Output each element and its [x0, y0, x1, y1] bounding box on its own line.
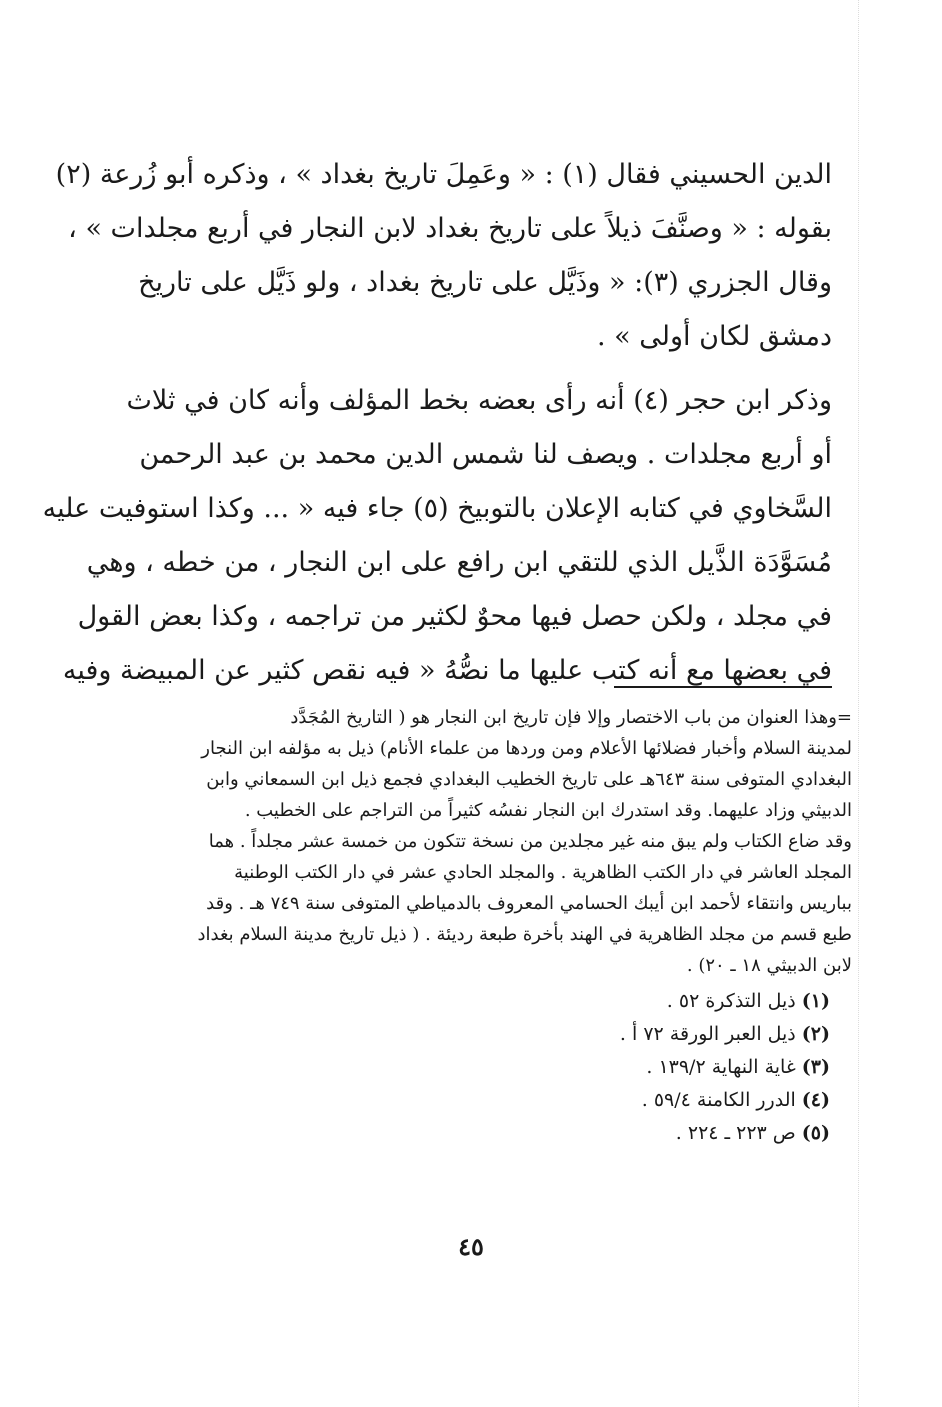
footnote-text: غاية النهاية ١٣٩/٢ . — [646, 1056, 796, 1078]
footnote-2 — [97, 1018, 830, 1051]
footnote-4 — [97, 1084, 830, 1117]
footnote-line: لابن الدبيثي ١٨ ـ ٢٠) . — [686, 955, 852, 976]
footnote-text: ذيل العبر الورقة ٧٢ أ . — [619, 1023, 796, 1045]
text-line: دمشق لكان أولى » . — [597, 321, 832, 352]
footnote-number: (٤) — [801, 1089, 830, 1111]
footnote-line: بباريس وانتقاء لأحمد ابن أيبك الحسامي المعروف بالدمياطي المتوفى سنة ٧٤٩ هـ . وقد — [206, 893, 852, 914]
footnote-1 — [97, 985, 830, 1018]
footnote-line: الدبيثي وزاد عليهما. وقد استدرك ابن النجار نفسُه كثيراً من التراجم على الخطيب . — [244, 800, 852, 821]
paragraph-1 — [55, 148, 832, 364]
footnote-number: (١) — [801, 990, 830, 1012]
footnote-number: (٢) — [801, 1023, 830, 1045]
text-line: وذكر ابن حجر (٤) أنه رأى بعضه بخط المؤلف وأنه كان في ثلاث — [126, 385, 832, 416]
footnote-line: =وهذا العنوان من باب الاختصار وإلا فإن تاريخ ابن النجار هو ( التاريخ المُجَدَّد — [290, 707, 852, 728]
footnote-number: (٣) — [801, 1056, 830, 1078]
footnote-text: ذيل التذكرة ٥٢ . — [666, 990, 796, 1012]
footnote-list — [97, 985, 852, 1150]
text-line: السَّخاوي في كتابه الإعلان بالتوبيخ (٥) جاء فيه « ... وكذا استوفيت عليه — [42, 493, 832, 524]
footnote-line: البغدادي المتوفى سنة ٦٤٣هـ على تاريخ الخطيب البغدادي فجمع ذيل ابن السمعاني وابن — [206, 769, 852, 790]
text-line: أو أربع مجلدات . ويصف لنا شمس الدين محمد بن عبد الرحمن — [139, 439, 832, 470]
paragraph-2 — [42, 374, 832, 698]
footnote-line: وقد ضاع الكتاب ولم يبق منه غير مجلدين من نسخة تتكون من خمسة عشر مجلداً . هما — [208, 831, 852, 852]
footnote-line: المجلد العاشر في دار الكتب الظاهرية . والمجلد الحادي عشر في دار الكتب الوطنية — [234, 862, 852, 883]
text-line: الدين الحسيني فقال (١) : « وعَمِلَ تاريخ بغداد » ، وذكره أبو زُرعة (٢) — [55, 159, 832, 190]
footnote-line: طبع قسم من مجلد الظاهرية في الهند بأخرة طبعة رديئة . ( ذيل تاريخ مدينة السلام بغداد — [197, 924, 852, 945]
text-line: في مجلد ، ولكن حصل فيها محوٌ لكثير من تراجمه ، وكذا بعض القول — [77, 601, 832, 632]
text-line: مُسَوَّدَة الذَّيل الذي للتقي ابن رافع على ابن النجار ، من خطه ، وهي — [86, 547, 832, 578]
footnotes — [97, 702, 852, 1150]
footnote-text: ص ٢٢٣ ـ ٢٢٤ . — [675, 1122, 796, 1144]
footnote-5 — [97, 1117, 830, 1150]
footnote-line: لمدينة السلام وأخبار فضلائها الأعلام ومن وردها من علماء الأنام) ذيل به مؤلفه ابن النجار — [201, 738, 852, 759]
page-margin-line — [858, 0, 859, 1407]
text-line: وقال الجزري (٣): « وذَيَّل على تاريخ بغداد ، ولو ذَيَّل على تاريخ — [138, 267, 832, 298]
footnote-3 — [97, 1051, 830, 1084]
footnote-number: (٥) — [801, 1122, 830, 1144]
text-line: بقوله : « وصنَّفَ ذيلاً على تاريخ بغداد لابن النجار في أربع مجلدات » ، — [68, 213, 832, 244]
footnote-text: الدرر الكامنة ٥٩/٤ . — [641, 1089, 796, 1111]
main-text — [42, 148, 832, 698]
page-number: ٤٥ — [458, 1232, 484, 1261]
text-line: في بعضها مع أنه كتب عليها ما نصُّهُ « فيه نقص كثير عن المبيضة وفيه — [62, 655, 832, 686]
footnote-separator — [614, 686, 832, 688]
footnote-continuation — [97, 702, 852, 981]
